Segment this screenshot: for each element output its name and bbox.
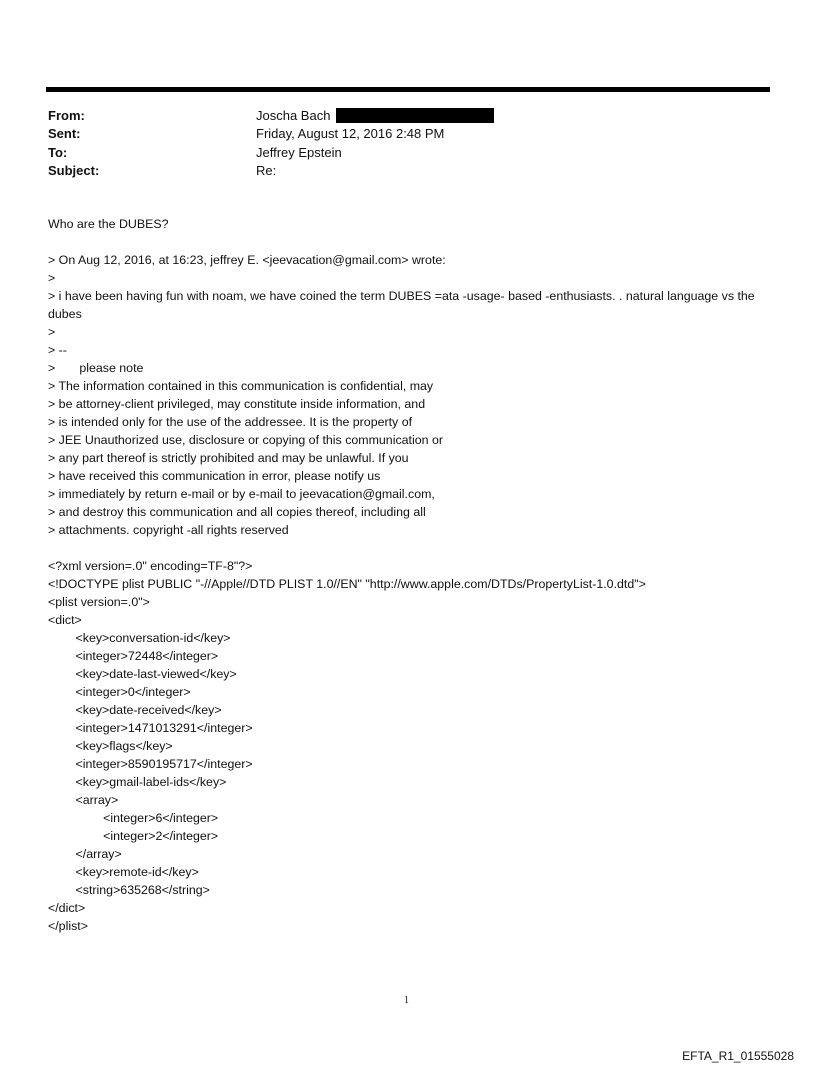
sent-label: Sent: [48,126,81,141]
xml-line: <integer>2</integer> [48,829,219,843]
xml-line: <key>conversation-id</key> [48,631,231,645]
header-rule [46,87,770,92]
quote-line: > [48,271,56,285]
quote-line: > and destroy this communication and all copies thereof, including all [48,505,426,519]
redaction-box [336,108,494,123]
xml-line: <integer>72448</integer> [48,649,219,663]
xml-line: </dict> [48,901,86,915]
xml-line: <key>flags</key> [48,739,173,753]
xml-line: <key>date-received</key> [48,703,222,717]
quote-line: > JEE Unauthorized use, disclosure or copying of this communication or [48,433,443,447]
quote-line: > [48,325,56,339]
quote-line: > i have been having fun with noam, we have coined the term DUBES =ata -usage- based -enthusiasts. . natural language vs the dubes [48,289,755,321]
xml-line: <integer>8590195717</integer> [48,757,253,771]
sender-name: Joscha Bach [256,108,331,123]
xml-line: <integer>6</integer> [48,811,219,825]
sent-value: Friday, August 12, 2016 2:48 PM [256,126,445,141]
xml-line: <plist version=.0"> [48,595,150,609]
xml-line: <dict> [48,613,82,627]
xml-line: <integer>0</integer> [48,685,191,699]
xml-line: </plist> [48,919,88,933]
page-number: 1 [404,995,409,1006]
xml-line: <string>635268</string> [48,883,210,897]
quote-line: > The information contained in this communication is confidential, may [48,379,434,393]
quote-line: > please note [48,361,144,375]
plist-xml [48,557,778,935]
xml-line: <array> [48,793,119,807]
xml-line: <key>gmail-label-ids</key> [48,775,227,789]
xml-line: <key>date-last-viewed</key> [48,667,237,681]
quote-line: > be attorney-client privileged, may constitute inside information, and [48,397,426,411]
xml-line: </array> [48,847,122,861]
quote-line: > is intended only for the use of the addressee. It is the property of [48,415,413,429]
xml-line: <?xml version=.0" encoding=TF-8"?> [48,559,253,573]
quote-line: > On Aug 12, 2016, at 16:23, jeffrey E. <jeevacation@gmail.com> wrote: [48,253,446,267]
from-value [256,108,494,123]
xml-line: <key>remote-id</key> [48,865,199,879]
quote-line: > -- [48,343,67,357]
quoted-message [48,251,778,539]
to-value: Jeffrey Epstein [256,145,342,160]
reply-text: Who are the DUBES? [48,217,169,231]
subject-label: Subject: [48,163,100,178]
quote-line: > have received this communication in error, please notify us [48,469,381,483]
to-label: To: [48,145,68,160]
subject-value: Re: [256,163,277,178]
quote-line: > any part thereof is strictly prohibited and may be unlawful. If you [48,451,409,465]
bates-number: EFTA_R1_01555028 [682,1049,794,1063]
from-label: From: [48,108,85,123]
quote-line: > immediately by return e-mail or by e-mail to jeevacation@gmail.com, [48,487,435,501]
xml-line: <integer>1471013291</integer> [48,721,253,735]
xml-line: <!DOCTYPE plist PUBLIC "-//Apple//DTD PLIST 1.0//EN" "http://www.apple.com/DTDs/PropertyList-1.0.dtd"> [48,577,646,591]
quote-line: > attachments. copyright -all rights reserved [48,523,289,537]
